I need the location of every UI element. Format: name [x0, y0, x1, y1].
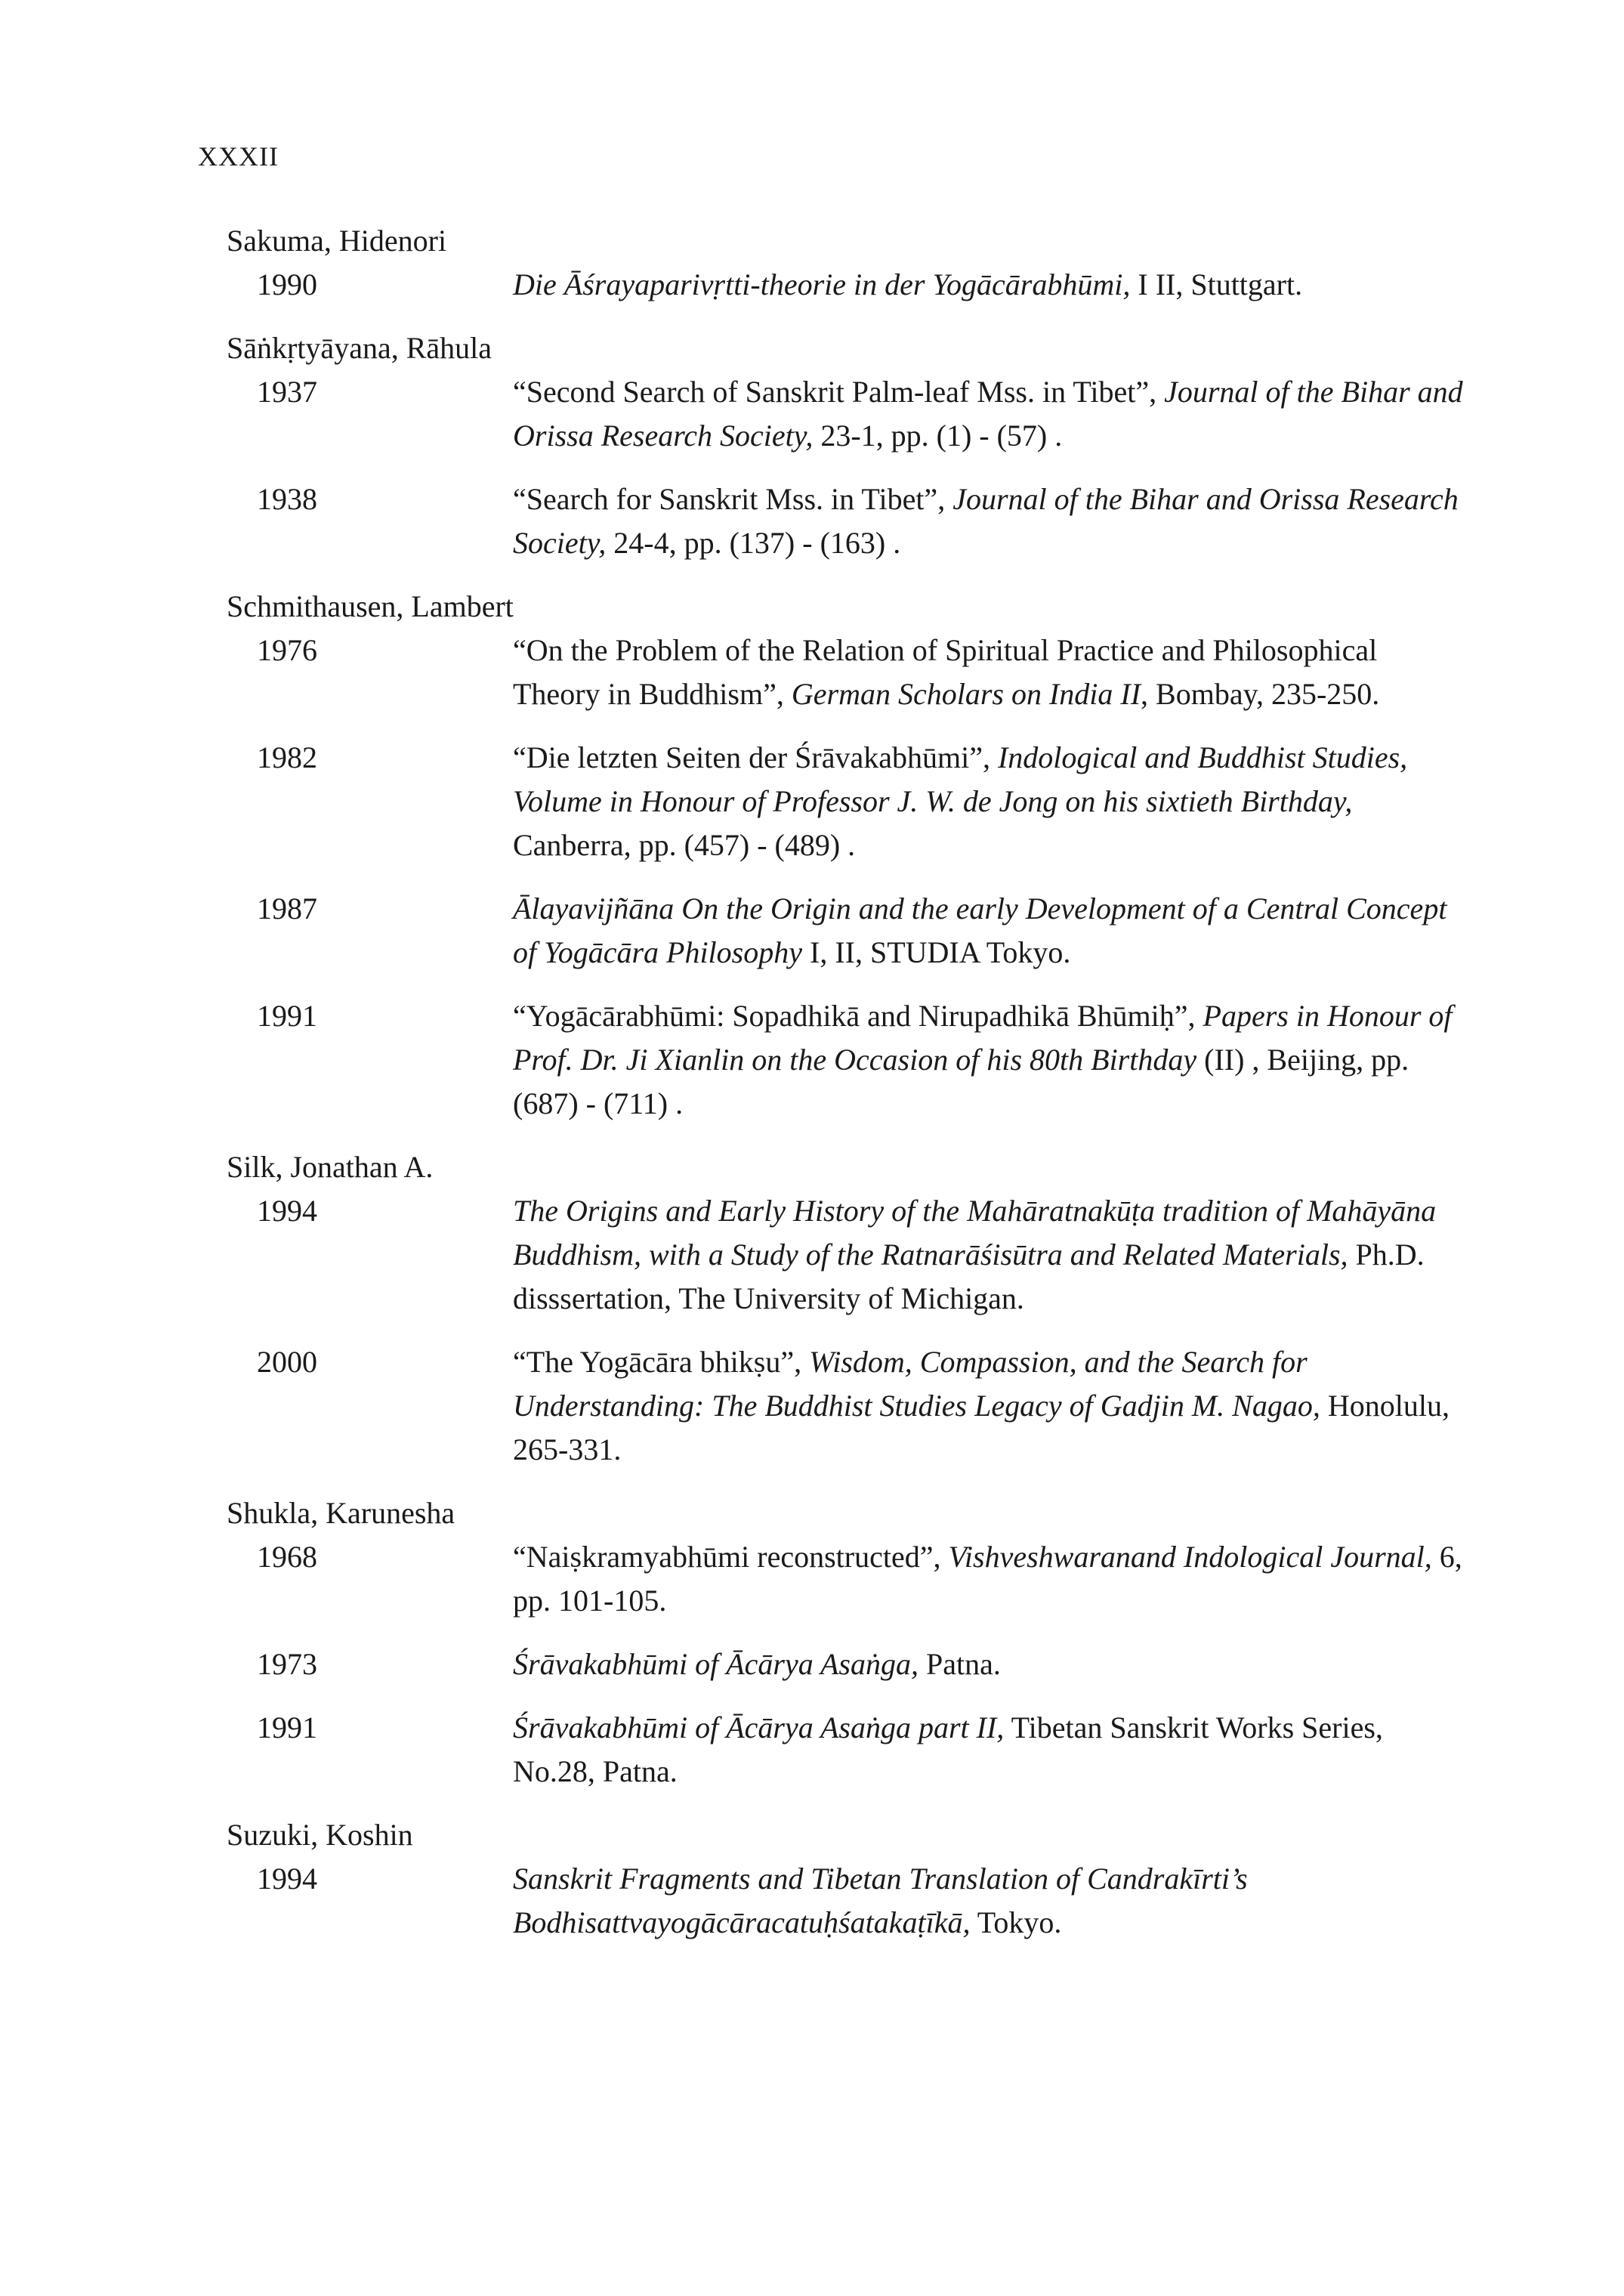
entry-year: 1990: [257, 267, 317, 301]
entry-year: 1987: [257, 892, 317, 926]
author-name: Suzuki, Koshin: [227, 1818, 413, 1852]
author-name: Sakuma, Hidenori: [227, 224, 447, 258]
citation-title-italic: Sanskrit Fragments and Tibetan Translation of Candrakīrti’s Bodhisattvayogācāracatuḥśatakaṭīkā,: [513, 1862, 1248, 1939]
citation-title-italic: The Origins and Early History of the Mahāratnakūṭa tradition of Mahāyāna Buddhism, with a Study of the Ratnarāśisūtra and Related Materials,: [513, 1194, 1437, 1272]
citation-text: “The Yogācāra bhikṣu”,: [513, 1345, 810, 1379]
author-group: [227, 585, 1465, 1126]
entry-citation: [513, 629, 1465, 716]
citation-text: Ph.D. disssertation, The University of Michigan.: [513, 1238, 1425, 1315]
citation-text: Canberra, pp. (457) - (489) .: [513, 828, 856, 862]
citation-text: 6, pp. 101-105.: [513, 1540, 1462, 1618]
bib-entry: [227, 736, 1465, 867]
author-group: [227, 326, 1465, 565]
citation-text: (II) , Beijing, pp. (687) - (711) .: [513, 1043, 1409, 1120]
entry-year: 1982: [257, 740, 317, 774]
bib-entry: [227, 1535, 1465, 1623]
entry-year: 1938: [257, 482, 317, 516]
citation-text: “Naiṣkramyabhūmi reconstructed”,: [513, 1540, 949, 1574]
entry-citation: [513, 1642, 1465, 1686]
citation-text: “Die letzten Seiten der Śrāvakabhūmi”,: [513, 740, 998, 774]
entry-citation: [513, 736, 1465, 867]
citation-text: Honolulu, 265-331.: [513, 1389, 1450, 1466]
entry-year: 1994: [257, 1862, 317, 1896]
citation-title-italic: Ālayavijñāna On the Origin and the early Development of a Central Concept of Yogācāra Philosophy: [513, 892, 1447, 969]
bib-entry: [227, 1340, 1465, 1472]
entry-citation: [513, 994, 1465, 1126]
author-group: [227, 1145, 1465, 1472]
entry-year: 1991: [257, 999, 317, 1033]
citation-title-italic: Wisdom, Compassion, and the Search for Understanding: The Buddhist Studies Legacy of Gadjin M. Nagao,: [513, 1345, 1320, 1423]
author-group: [227, 219, 1465, 307]
author-name: Sāṅkṛtyāyana, Rāhula: [227, 331, 492, 365]
entry-citation: [513, 370, 1465, 458]
citation-title-italic: Vishveshwaranand Indological Journal,: [948, 1540, 1432, 1574]
bib-entry: [227, 370, 1465, 458]
author-group: [227, 1491, 1465, 1794]
entry-citation: [513, 477, 1465, 565]
page-number: XXXII: [198, 141, 279, 172]
citation-title-italic: Indological and Buddhist Studies, Volume in Honour of Professor J. W. de Jong on his sixtieth Birthday,: [513, 740, 1408, 818]
entry-citation: [513, 887, 1465, 975]
citation-title-italic: Journal of the Bihar and Orissa Research Society,: [513, 482, 1459, 560]
entry-year: 1976: [257, 633, 317, 667]
citation-text: “On the Problem of the Relation of Spiritual Practice and Philosophical Theory in Buddhism”,: [513, 633, 1378, 711]
bib-entry: [227, 1642, 1465, 1686]
citation-text: , Bombay, 235-250.: [1141, 677, 1380, 711]
citation-title-italic: Die Āśrayaparivṛtti-theorie in der Yogācārabhūmi,: [513, 267, 1131, 301]
bib-entry: [227, 1706, 1465, 1794]
entry-citation: [513, 1340, 1465, 1472]
citation-text: 23-1, pp. (1) - (57) .: [813, 419, 1063, 453]
citation-text: Patna.: [918, 1647, 1001, 1681]
bib-entry: [227, 629, 1465, 716]
citation-title-italic: Śrāvakabhūmi of Ācārya Asaṅga,: [513, 1647, 919, 1681]
bib-entry: [227, 263, 1465, 307]
citation-text: “Second Search of Sanskrit Palm-leaf Mss. in Tibet”,: [513, 375, 1165, 409]
entry-citation: [513, 263, 1465, 307]
entry-citation: [513, 1706, 1465, 1794]
author-name: Shukla, Karunesha: [227, 1496, 455, 1530]
bib-entry: [227, 1857, 1465, 1945]
bibliography-list: [227, 219, 1465, 1964]
author-name: Schmithausen, Lambert: [227, 589, 514, 623]
citation-text: I II, Stuttgart.: [1130, 267, 1303, 301]
citation-text: 24-4, pp. (137) - (163) .: [606, 526, 901, 560]
entry-citation: [513, 1857, 1465, 1945]
entry-year: 1937: [257, 375, 317, 409]
entry-year: 1991: [257, 1710, 317, 1744]
author-group: [227, 1813, 1465, 1945]
citation-text: I, II, STUDIA Tokyo.: [802, 935, 1071, 969]
entry-year: 1968: [257, 1540, 317, 1574]
entry-year: 1973: [257, 1647, 317, 1681]
citation-title-italic: German Scholars on India II: [791, 677, 1141, 711]
bib-entry: [227, 994, 1465, 1126]
entry-citation: [513, 1535, 1465, 1623]
citation-title-italic: Journal of the Bihar and Orissa Research Society,: [513, 375, 1463, 453]
author-name: Silk, Jonathan A.: [227, 1150, 434, 1184]
citation-text: Tibetan Sanskrit Works Series, No.28, Patna.: [513, 1710, 1383, 1788]
bib-entry: [227, 1189, 1465, 1321]
citation-text: Tokyo.: [970, 1905, 1062, 1939]
citation-title-italic: Śrāvakabhūmi of Ācārya Asaṅga part II,: [513, 1710, 1005, 1744]
citation-title-italic: Papers in Honour of Prof. Dr. Ji Xianlin on the Occasion of his 80th Birthday: [513, 999, 1453, 1077]
entry-citation: [513, 1189, 1465, 1321]
bib-entry: [227, 887, 1465, 975]
citation-text: “Yogācārabhūmi: Sopadhikā and Nirupadhikā Bhūmiḥ”,: [513, 999, 1203, 1033]
bib-entry: [227, 477, 1465, 565]
entry-year: 2000: [257, 1345, 317, 1379]
citation-text: “Search for Sanskrit Mss. in Tibet”,: [513, 482, 953, 516]
entry-year: 1994: [257, 1194, 317, 1228]
